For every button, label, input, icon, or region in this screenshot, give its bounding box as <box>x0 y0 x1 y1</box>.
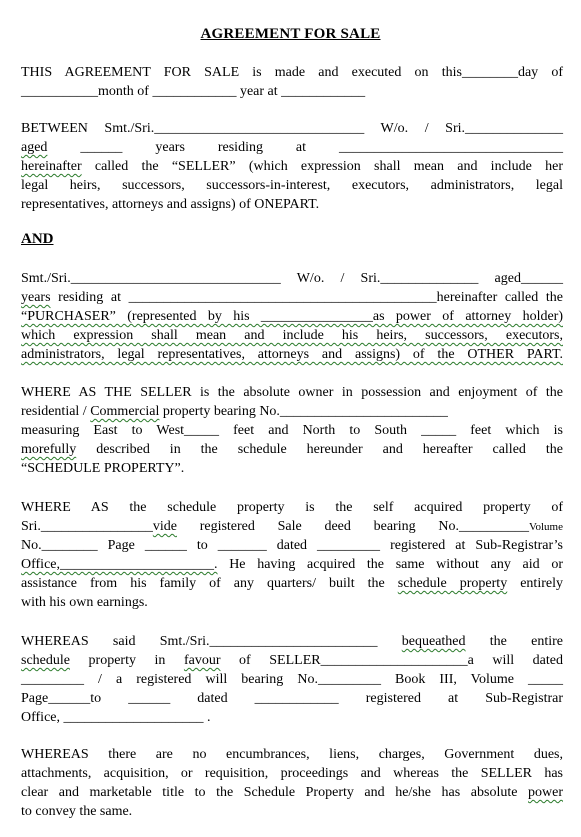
where1-line-3: measuring East to West_____ feet and North to South _____ feet which is <box>21 423 563 438</box>
purchaser-line-1: Smt./Sri.______________________________ W/o. / Sri.______________ aged______ <box>21 271 563 286</box>
whereas3-line-3: _________ / a registered will bearing No._________ Book III, Volume _____ <box>21 672 563 687</box>
intro-line-2: ___________month of ____________ year at ____________ <box>21 84 366 99</box>
whereas-bequeathed-paragraph <box>21 632 563 727</box>
hereinafter-text: hereinafter <box>21 159 82 174</box>
schedule-property-text: schedule property <box>397 576 508 591</box>
between-line-4: legal heirs, successors, successors-in-interest, executors, administrators, legal <box>21 178 563 193</box>
between-line-2: aged ______ years residing at ________________________________ <box>21 140 563 155</box>
between-line-5: representatives, attorneys and assigns) of ONEPART. <box>21 197 320 212</box>
document-title: AGREEMENT FOR SALE <box>200 26 381 42</box>
between-line-1: BETWEEN Smt./Sri.______________________________ W/o. / Sri.______________ <box>21 121 563 136</box>
schedule-text: schedule <box>21 653 70 668</box>
intro-paragraph <box>21 63 563 101</box>
purchaser-line-2: years residing at ____________________________________________hereinafter called the <box>21 290 563 305</box>
where-as-acquired-paragraph <box>21 498 563 612</box>
whereas4-line-4: to convey the same. <box>21 804 133 819</box>
where2-line-4: Office,______________________. He having acquired the same without any aid or <box>21 557 563 572</box>
whereas-no-encumbrances-paragraph <box>21 745 563 821</box>
purchaser-line-4: which expression shall mean and include his heirs, successors, executors, <box>21 328 563 343</box>
between-paragraph <box>21 119 563 214</box>
where2-line-2: Sri.________________vide registered Sale deed bearing No.__________Volume <box>21 519 563 534</box>
and-heading: AND <box>21 231 54 247</box>
intro-line-1: THIS AGREEMENT FOR SALE is made and executed on this________day of <box>21 65 563 80</box>
office-text: Office,______________________. <box>21 557 218 572</box>
purchaser-paragraph <box>21 269 563 364</box>
where2-line-6: with his own earnings. <box>21 595 148 610</box>
whereas4-line-2: attachments, acquisition, or requisition, proceedings and whereas the SELLER has <box>21 766 563 781</box>
whereas3-line-2: schedule property in favour of SELLER_____________________a will dated <box>21 653 563 668</box>
where2-line-5: assistance from his family of any quarters/ built the schedule property entirely <box>21 576 563 591</box>
years-text: years <box>21 290 51 305</box>
where1-line-1: WHERE AS THE SELLER is the absolute owner in possession and enjoyment of the <box>21 385 563 400</box>
whereas3-line-1: WHEREAS said Smt./Sri.________________________ bequeathed the entire <box>21 634 563 649</box>
where1-line-4: morefully described in the schedule hereunder and hereafter called the <box>21 442 563 457</box>
favour-text: favour <box>183 653 221 668</box>
where1-line-2: residential / Commercial property bearing No.________________________ <box>21 404 448 419</box>
whereas3-line-5: Office, ____________________ . <box>21 710 211 725</box>
aged-text: aged <box>21 140 48 155</box>
where2-line-3: No.________ Page ______ to _______ dated _________ registered at Sub-Registrar’s <box>21 538 563 553</box>
whereas3-line-4: Page______to ______ dated ____________ registered at Sub-Registrar <box>21 691 563 706</box>
purchaser-line-5: administrators, legal representatives, attorneys and assigns) of the OTHER PART. <box>21 347 563 362</box>
whereas4-line-1: WHEREAS there are no encumbrances, liens, charges, Government dues, <box>21 747 563 762</box>
purchaser-line-3: “PURCHASER” (represented by his ________________as power of attorney holder) <box>21 309 563 324</box>
where1-line-5: “SCHEDULE PROPERTY”. <box>21 461 185 476</box>
bequeathed-text: bequeathed <box>401 634 466 649</box>
volume-text: Volume <box>528 521 563 533</box>
vide-text: vide <box>152 519 177 534</box>
where2-line-1: WHERE AS the schedule property is the self acquired property of <box>21 500 563 515</box>
power-text: power <box>528 785 563 800</box>
whereas4-line-3: clear and marketable title to the Schedule Property and he/she has absolute power <box>21 785 563 800</box>
morefully-text: morefully <box>21 442 77 457</box>
commercial-text: Commercial <box>90 404 160 419</box>
where-as-owner-paragraph <box>21 383 563 478</box>
between-line-3: hereinafter called the “SELLER” (which expression shall mean and include her <box>21 159 563 174</box>
